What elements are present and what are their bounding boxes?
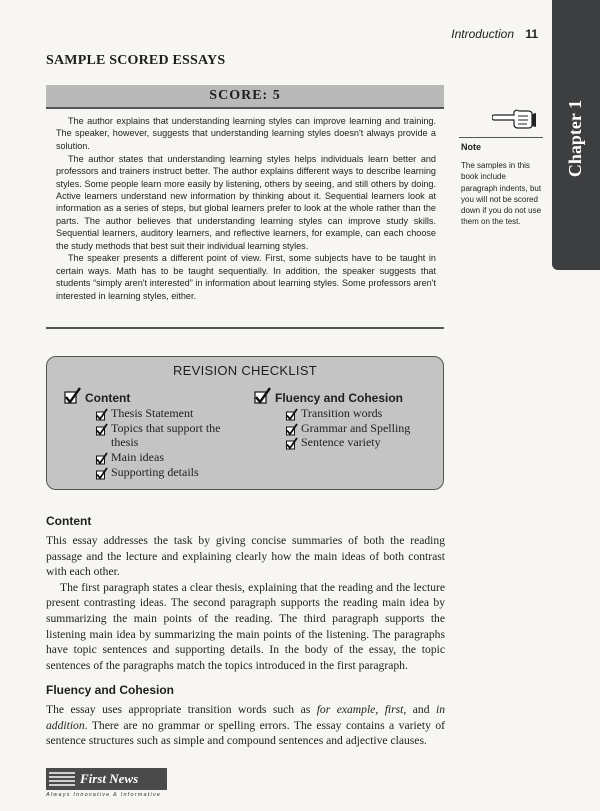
content-column — [63, 387, 243, 480]
content-items — [95, 406, 243, 480]
checklist-item-label: Topics that support the — [111, 420, 221, 435]
checklist-item-label: Transition words — [301, 406, 383, 420]
fluency-column — [253, 387, 438, 450]
running-header: Introduction — [451, 27, 514, 41]
checklist-item — [95, 465, 243, 480]
checkbox-checked-icon — [285, 437, 298, 450]
checklist-item-label: Thesis Statement — [111, 406, 194, 420]
checklist-item — [95, 450, 243, 465]
example-transition: first — [384, 703, 404, 716]
content-paragraph: The first paragraph states a clear thesis, explaining that the reading and the lecture present contrasting ideas. The second paragraph supports the reading main idea by summarizing the main points of the reading. The third paragraph supports the listening main idea by summarizing the main points of the listening. The paragraphs have topic sentences and supporting details. In the body of the essay, the topic sentences of the paragraphs match the topics introduced in the first paragraph. — [46, 580, 445, 672]
content-body — [46, 533, 445, 673]
essay-divider — [46, 327, 444, 329]
checklist-title: REVISION CHECKLIST — [172, 363, 318, 378]
example-transition: for example — [316, 703, 376, 716]
checklist-heading-label: Content — [85, 391, 131, 405]
revision-checklist — [46, 356, 444, 490]
essay-paragraph: The speaker presents a different point of view. First, some subjects have to be taught in certain ways. Math has to be taught sequentially. In addition, the speaker suggests that students “simply aren't interested” in information about learning styles. Some professors aren't interested in learning styles, either. — [56, 253, 436, 301]
checklist-item-label: Main ideas — [111, 450, 164, 465]
checklist-item-label: Supporting details — [111, 464, 199, 479]
checklist-item — [285, 421, 438, 436]
section-title: SAMPLE SCORED ESSAYS — [46, 53, 226, 68]
note-text: The samples in this book include paragraph indents, but you will not be scored down if you do not use them on the test. — [461, 161, 542, 227]
checklist-item — [95, 421, 243, 436]
essay-paragraph: The author explains that understanding learning styles can improve learning and training. The speaker, however, suggests that understanding learning styles doesn't always provide a solution. — [56, 116, 436, 151]
pointing-hand-icon — [492, 103, 538, 131]
separator: , — [375, 703, 385, 716]
checklist-heading-fluency — [253, 387, 438, 405]
content-paragraph: This essay addresses the task by giving concise summaries of both the reading passage and the lecture and explaining clearly how the main ideas of both contrast with each other. — [46, 534, 445, 579]
fluency-text-end: . There are no grammar or spelling errors. The essay contains a variety of sentence structures such as simple and compound sentences and adjective clauses. — [46, 718, 445, 748]
checkbox-checked-icon — [63, 387, 81, 405]
note-divider — [459, 137, 543, 138]
score-banner: SCORE: 5 — [46, 85, 444, 109]
separator: , and — [403, 703, 436, 716]
chapter-tab — [552, 0, 600, 270]
essay-paragraph: The author states that understanding learning styles helps individuals learn better and professors and trainers instruct better. The author explains different ways to describe learning styles. Some people learn more easily by listening, others by seeing, and still others by doing. Active learners understand new information by thinking about it. Sequential learners look at information as a series of steps, but global learners prefer to look at the whole rather than the parts. The author believes that understanding learning styles can improve study skills. Sequential learners, auditory learners, and reflective learners, for example, can each choose the study methods that best suit their individual learning styles. — [56, 153, 436, 251]
checkbox-checked-icon — [95, 452, 108, 465]
publisher-logo — [46, 768, 167, 790]
fluency-text-start: The essay uses appropriate transition words such as — [46, 703, 317, 716]
publisher-tagline: Always Innovative & Informative — [46, 792, 162, 798]
checkbox-checked-icon — [253, 387, 271, 405]
checkbox-checked-icon — [95, 423, 108, 436]
example-transition: in addition — [46, 703, 446, 732]
sample-essay — [56, 115, 436, 303]
logo-stripes-icon — [49, 772, 75, 786]
chapter-label-wrap — [556, 78, 596, 198]
checklist-item-label: Grammar and Spelling — [301, 420, 411, 435]
checkbox-checked-icon — [95, 408, 108, 421]
note-title: Note — [461, 142, 481, 152]
fluency-items — [285, 406, 438, 450]
logo-text: First News — [80, 771, 139, 786]
fluency-paragraph — [46, 702, 445, 749]
checkbox-checked-icon — [95, 467, 108, 480]
content-heading: Content — [46, 514, 92, 528]
checkbox-checked-icon — [285, 423, 298, 436]
checklist-item — [285, 435, 438, 450]
checklist-heading-content — [63, 387, 243, 405]
page-number: 11 — [525, 27, 538, 41]
checklist-item — [285, 406, 438, 421]
fluency-heading: Fluency and Cohesion — [46, 683, 175, 697]
checklist-item-continuation — [95, 435, 243, 450]
checklist-item — [95, 406, 243, 421]
checkbox-checked-icon — [285, 408, 298, 421]
checklist-item-label: thesis — [111, 435, 139, 450]
chapter-label: Chapter 1 — [565, 99, 586, 177]
checklist-item-label: Sentence variety — [301, 435, 381, 450]
fluency-body — [46, 702, 445, 749]
checklist-heading-label: Fluency and Cohesion — [275, 391, 404, 405]
